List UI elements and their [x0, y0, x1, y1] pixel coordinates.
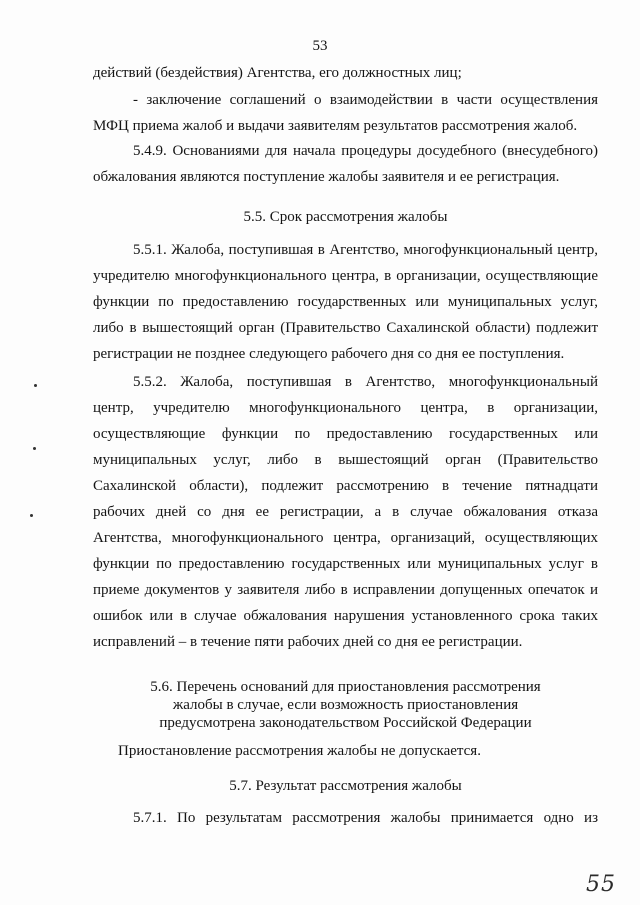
text-line: функции по предоставлению государственных или муниципальных услуг, — [93, 294, 598, 310]
text-line: либо в вышестоящий орган (Правительство Сахалинской области) подлежит — [93, 320, 598, 336]
text-line: - заключение соглашений о взаимодействии в части осуществления — [133, 92, 598, 108]
paragraph-5-5-2 — [93, 369, 598, 655]
paragraph-continuation — [93, 60, 598, 86]
text-line: Приостановление рассмотрения жалобы не допускается. — [118, 743, 481, 759]
text-line: регистрации не позднее следующего рабочего дня со дня ее поступления. — [93, 346, 565, 362]
text-line: учредителю многофункционального центра, в организации, осуществляющие — [93, 268, 598, 284]
scan-dot — [33, 447, 36, 450]
section-heading-5-5: 5.5. Срок рассмотрения жалобы — [243, 209, 448, 225]
text-line: 5.7.1. По результатам рассмотрения жалобы принимается одно из — [133, 810, 598, 826]
text-line: осуществляющие функции по предоставлению государственных или — [93, 426, 598, 442]
text-line: МФЦ приема жалоб и выдачи заявителям результатов рассмотрения жалоб. — [93, 118, 578, 134]
text-line: приеме документов у заявителя либо в исправлении допущенных опечаток и — [93, 582, 598, 598]
text-line: 5.4.9. Основаниями для начала процедуры досудебного (внесудебного) — [133, 143, 598, 159]
heading-line: предусмотрена законодательством Российской Федерации — [159, 715, 532, 731]
text-line: 5.5.1. Жалоба, поступившая в Агентство, многофункциональный центр, — [133, 242, 598, 258]
text-line: рабочих дней со дня ее регистрации, а в случае обжалования отказа — [93, 504, 598, 520]
text-line: действий (бездействия) Агентства, его должностных лиц; — [93, 65, 462, 81]
paragraph-5-6 — [93, 738, 598, 764]
heading-line: жалобы в случае, если возможность приостановления — [172, 697, 519, 713]
scan-dot — [34, 384, 37, 387]
text-line: Сахалинской области), подлежит рассмотрению в течение пятнадцати — [93, 478, 598, 494]
paragraph-mfc-agreement — [93, 87, 598, 139]
paragraph-5-5-1 — [93, 237, 598, 367]
paragraph-5-7-1 — [93, 805, 598, 831]
scan-dot — [30, 514, 33, 517]
text-line: обжалования являются поступление жалобы заявителя и ее регистрация. — [93, 169, 560, 185]
page-number: 53 — [312, 38, 328, 54]
text-line: ошибок или в случае обжалования нарушения установленного срока таких — [93, 608, 598, 624]
heading-line: 5.6. Перечень оснований для приостановления рассмотрения — [150, 679, 541, 695]
text-line: функции по предоставлению государственных или муниципальных услуг в — [93, 556, 598, 572]
paragraph-5-4-9 — [93, 138, 598, 190]
text-line: исправлений – в течение пяти рабочих дней со дня ее регистрации. — [93, 634, 523, 650]
text-line: центр, учредителю многофункционального центра, в организации, — [93, 400, 598, 416]
text-line: 5.5.2. Жалоба, поступившая в Агентство, многофункциональный — [133, 374, 598, 390]
handwritten-page-number: 55 — [586, 872, 616, 897]
text-line: муниципальных услуг, либо в вышестоящий орган (Правительство — [93, 452, 598, 468]
section-heading-5-6 — [93, 678, 598, 732]
section-heading-5-7: 5.7. Результат рассмотрения жалобы — [229, 778, 462, 794]
text-line: Агентства, многофункционального центра, организаций, осуществляющих — [93, 530, 598, 546]
